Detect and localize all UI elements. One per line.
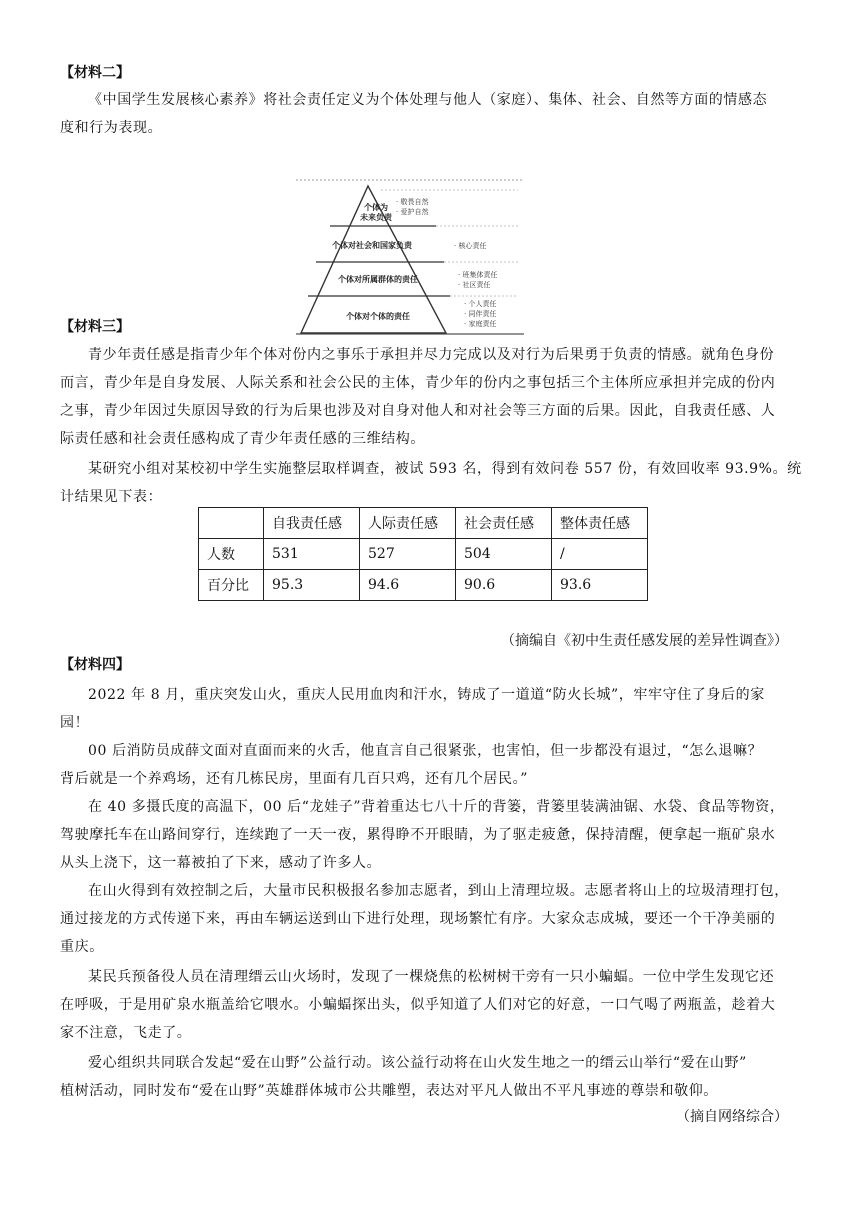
- table-cell: 百分比: [199, 570, 264, 601]
- material-3-p1-line-1: 青少年责任感是指青少年个体对份内之事乐于承担并尽力完成以及对行为后果勇于负责的情感。就角色身份: [88, 347, 775, 363]
- material-4-p4-line-3: 重庆。: [60, 939, 104, 955]
- level-4-note-2: · 同伴责任: [464, 310, 497, 318]
- material-3-p1-line-2: 而言，青少年是自身发展、人际关系和社会公民的主体，青少年的份内之事包括三个主体所应承担并完成的份内: [60, 375, 776, 391]
- material-4-p4-line-2: 通过接龙的方式传递下来，再由车辆运送到山下进行处理，现场繁忙有序。大家众志成城，要还一个干净美丽的: [60, 911, 776, 927]
- table-header-cell: 社会责任感: [456, 508, 552, 539]
- table-cell: 93.6: [552, 570, 648, 601]
- table-cell: 94.6: [360, 570, 456, 601]
- table-cell: 90.6: [456, 570, 552, 601]
- level-1-label-line-2: 未来负责: [360, 213, 392, 222]
- level-4-note-3: · 家庭责任: [464, 320, 497, 328]
- material-4-p6-line-2: 植树活动，同时发布“爱在山野”英雄群体城市公共雕塑，表达对平凡人做出不平凡事迹的尊崇和敬仰。: [60, 1083, 718, 1099]
- material-4-heading: 【材料四】: [60, 657, 130, 673]
- table-row: [199, 539, 648, 570]
- material-3-p1-line-3: 之事，青少年因过失原因导致的行为后果也涉及对自身对他人和对社会等三方面的后果。因此，自我责任感、人: [60, 403, 776, 419]
- material-4-p5-line-3: 家不注意，飞走了。: [60, 1025, 192, 1041]
- material-4-p2-line-1: 00 后消防员成薛文面对直面而来的火舌，他直言自己很紧张，也害怕，但一步都没有退过，“怎么退嘛？: [88, 743, 763, 759]
- level-4-label: 个体对个体的责任: [346, 312, 410, 321]
- material-3-p2-line-1: 某研究小组对某校初中学生实施整层取样调查，被试 593 名，得到有效问卷 557 份，有效回收率 93.9%。统: [88, 461, 802, 477]
- table-header-cell: 整体责任感: [552, 508, 648, 539]
- material-4-p1-line-2: 园！: [60, 715, 90, 731]
- material-4-p4-line-1: 在山火得到有效控制之后，大量市民积极报名参加志愿者，到山上清理垃圾。志愿者将山上的垃圾清理打包，: [88, 883, 789, 899]
- level-3-note-2: · 社区责任: [458, 281, 491, 289]
- material-4-p5-line-1: 某民兵预备役人员在清理缙云山火场时，发现了一棵烧焦的松树树干旁有一只小蝙蝠。一位中学生发现它还: [88, 969, 775, 985]
- material-2-line-1: 《中国学生发展核心素养》将社会责任定义为个体处理与他人（家庭）、集体、社会、自然等方面的情感态: [88, 92, 768, 108]
- table-row: [199, 570, 648, 601]
- table-cell: 人数: [199, 539, 264, 570]
- material-2-heading: 【材料二】: [60, 65, 130, 81]
- material-4-p3-line-2: 驾驶摩托车在山路间穿行，连续跑了一天一夜，累得睁不开眼睛，为了驱走疲惫，保持清醒，便拿起一瓶矿泉水: [60, 827, 776, 843]
- material-4-p3-line-3: 从头上浇下，这一幕被拍了下来，感动了许多人。: [60, 855, 382, 871]
- material-4-p5-line-2: 在呼吸，于是用矿泉水瓶盖给它喂水。小蝙蝠探出头，似乎知道了人们对它的好意，一口气喝了两瓶盖，趁着大: [60, 997, 776, 1013]
- material-3-source: （摘编自《初中生责任感发展的差异性调查》）: [501, 633, 788, 649]
- table-cell: 531: [264, 539, 360, 570]
- material-4-p2-line-2: 背后就是一个养鸡场，还有几栋民房，里面有几百只鸡，还有几个居民。”: [60, 771, 528, 787]
- level-3-note-1: · 班集体责任: [458, 271, 498, 279]
- table-cell: 95.3: [264, 570, 360, 601]
- material-3-heading: 【材料三】: [60, 319, 130, 335]
- table-cell: /: [552, 539, 648, 570]
- table-cell: 527: [360, 539, 456, 570]
- material-4-source: （摘自网络综合）: [676, 1109, 788, 1125]
- survey-table: [198, 507, 648, 601]
- level-4-note-1: · 个人责任: [464, 300, 497, 308]
- level-2-label: 个体对社会和国家负责: [332, 241, 412, 250]
- level-3-label: 个体对所属群体的责任: [338, 275, 418, 284]
- material-3-p1-line-4: 际责任感和社会责任感构成了青少年责任感的三维结构。: [60, 431, 425, 447]
- table-header-row: [199, 508, 648, 539]
- responsibility-pyramid-figure: [296, 178, 524, 336]
- table-cell: 504: [456, 539, 552, 570]
- material-4-p1-line-1: 2022 年 8 月，重庆突发山火，重庆人民用血肉和汗水，铸成了一道道“防火长城”，牢牢守住了身后的家: [88, 687, 765, 703]
- level-1-note-2: · 爱护自然: [396, 208, 429, 216]
- material-3-p2-line-2: 计结果见下表：: [60, 489, 163, 505]
- table-header-cell: 自我责任感: [264, 508, 360, 539]
- level-1-note-1: · 敬畏自然: [396, 198, 429, 206]
- material-2-line-2: 度和行为表现。: [60, 120, 163, 136]
- level-2-note-1: · 核心责任: [454, 242, 487, 250]
- material-4-p3-line-1: 在 40 多摄氏度的高温下，00 后“龙娃子”背着重达七八十斤的背篓，背篓里装满油锯、水袋、食品等物资，: [88, 799, 785, 815]
- level-1-label-line-1: 个体为: [364, 203, 388, 212]
- table-header-cell: [199, 508, 264, 539]
- material-4-p6-line-1: 爱心组织共同联合发起“爱在山野”公益行动。该公益行动将在山火发生地之一的缙云山举行“爱在山野”: [88, 1055, 747, 1071]
- table-header-cell: 人际责任感: [360, 508, 456, 539]
